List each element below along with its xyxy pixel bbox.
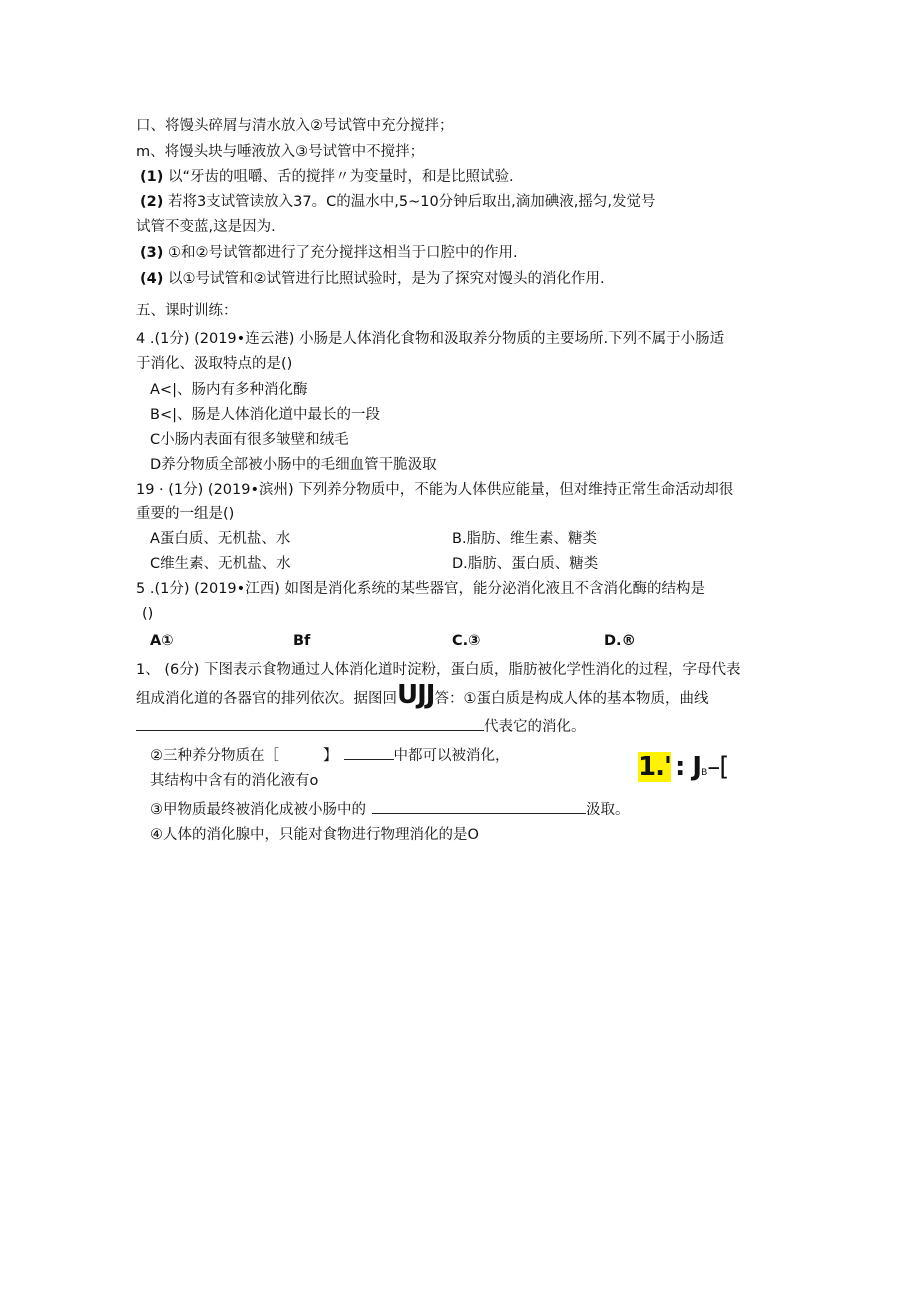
mc-question-4-head-2: 于消化、汲取特点的是() (136, 356, 293, 372)
option-b: Bf (293, 633, 311, 649)
mc-question-5-head-2: () (142, 606, 154, 622)
procedure-line-2: 口、将馒头碎屑与清水放入②号试管中充分搅拌； (136, 118, 454, 134)
answer-blank[interactable] (344, 745, 394, 760)
line-text: 中都可以被消化， (393, 748, 510, 764)
option-c: C.③ (452, 633, 481, 649)
fill-part-3 (150, 799, 630, 819)
mc-question-19-head: 19 · (1分) (2019•滨州) 下列养分物质中，不能为人体供应能量，但对维持正常生命活动却很 (136, 482, 734, 498)
line-text: 组成消化道的各器官的排列依次。据图回 (136, 691, 397, 707)
line-text: ③甲物质最终被消化成被小肠中的 (150, 802, 366, 818)
option-d: D.® (604, 633, 637, 649)
question-3-row (140, 244, 518, 262)
question-2-continuation: 试管不变蓝,这是因为. (136, 219, 276, 235)
garbled-glyph: UJJ (397, 680, 435, 710)
fill-part-2-continuation: 其结构中含有的消化液有o (150, 773, 319, 789)
line-text: ②三种养分物质在［ (150, 748, 279, 764)
question-number: (4) (140, 271, 164, 287)
fill-question-1-head: 1、 (6分) 下图表示食物通过人体消化道时淀粉，蛋白质，脂肪被化学性消化的过程，字母代表 (136, 662, 741, 678)
section-heading: 五、课时训练： (136, 303, 238, 319)
option-b: B.脂肪、维生素、糖类 (452, 531, 598, 547)
question-4-row (140, 270, 605, 288)
question-number: (2) (140, 194, 164, 210)
fill-question-1-line-3 (136, 716, 586, 736)
option-a: A蛋白质、无机盐、水 (150, 531, 291, 547)
line-text: 】 (323, 748, 338, 764)
mc-question-19-head-2: 重要的一组是() (136, 506, 235, 522)
answer-blank[interactable] (136, 716, 484, 731)
fill-question-1-line-2 (136, 680, 709, 710)
mc-question-5-head: 5 .(1分) (2019•江西) 如图是消化系统的某些器官，能分泌消化液且不含消化酶的结构是 (136, 581, 705, 597)
option-b: B<|、肠是人体消化道中最长的一段 (150, 407, 380, 423)
question-text: 以①号试管和②试管进行比照试验时，是为了探究对馒头的消化作用. (167, 271, 605, 287)
line-text: 答：①蛋白质是构成人体的基本物质，曲线 (434, 691, 709, 707)
option-a: A① (150, 633, 174, 649)
procedure-line-3: m、将馒头块与唾液放入③号试管中不搅拌； (136, 144, 425, 160)
option-d: D养分物质全部被小肠中的毛细血管干脆汲取 (150, 457, 437, 473)
option-a: A<|、肠内有多种消化酶 (150, 382, 308, 398)
question-text: 以“牙齿的咀嚼、舌的搅拌〃为变量时，和是比照试验. (167, 169, 514, 185)
answer-blank[interactable] (372, 799, 586, 814)
question-text: ①和②号试管都进行了充分搅拌这相当于口腔中的作用. (167, 245, 518, 261)
option-d: D.脂肪、蛋白质、糖类 (452, 556, 599, 572)
question-1-row (140, 168, 514, 186)
glyph-small: B (701, 768, 708, 778)
glyph: : J (674, 752, 702, 782)
line-text: 代表它的消化。 (484, 719, 586, 735)
fill-part-2 (150, 745, 510, 765)
question-2-row (140, 193, 656, 211)
fill-part-4: ④人体的消化腺中，只能对食物进行物理消化的是O (150, 827, 479, 843)
option-c: C维生素、无机盐、水 (150, 556, 291, 572)
scan-fragment (638, 752, 729, 782)
mc-question-4-head: 4 .(1分) (2019•连云港) 小肠是人体消化食物和汲取养分物质的主要场所.下列不属于小肠适 (136, 331, 725, 347)
question-text: 若将3支试管读放入37。C的温水中,5~10分钟后取出,滴加碘液,摇匀,发觉号 (167, 194, 656, 210)
question-number: (1) (140, 169, 164, 185)
question-number: (3) (140, 245, 164, 261)
highlighted-glyph: 1.' (638, 752, 671, 782)
option-c: C小肠内表面有很多皱壁和绒毛 (150, 432, 349, 448)
line-text: 汲取。 (586, 802, 630, 818)
glyph-tail: –[ (707, 752, 729, 782)
